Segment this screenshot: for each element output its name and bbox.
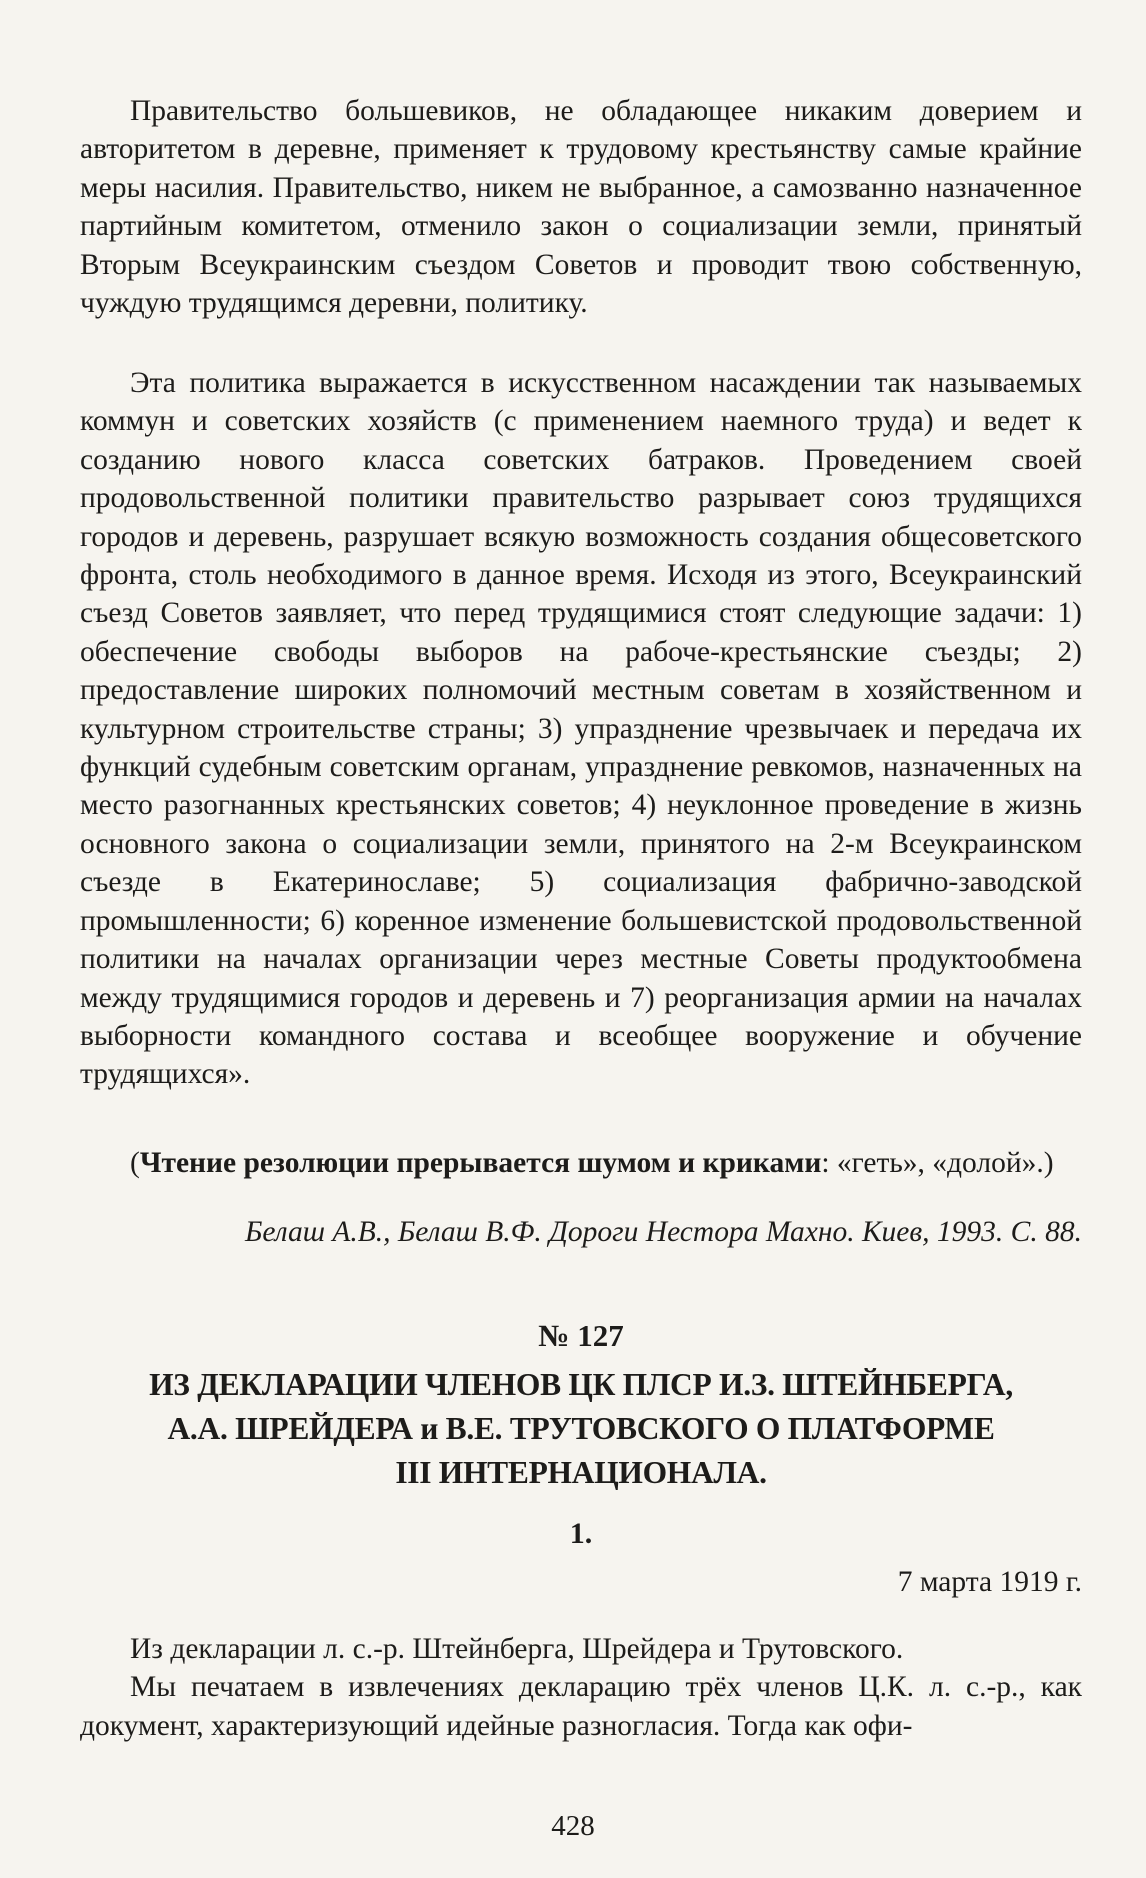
closing-text [80, 1630, 1082, 1745]
document-title [80, 1363, 1082, 1495]
document-date: 7 марта 1919 г. [897, 1566, 1082, 1598]
closing-line-2: Мы печатаем в извлечениях декларацию трёх членов Ц.К. л. с.-р., как документ, характеризующий идейные разногласия. Тогда как офи- [80, 1671, 1082, 1742]
document-number: № 127 [538, 1318, 624, 1353]
document-title-line-2: А.А. ШРЕЙДЕРА и В.Е. ТРУТОВСКОГО О ПЛАТФОРМЕ [167, 1411, 995, 1446]
page-number: 428 [551, 1810, 595, 1842]
interruption-bold-text: Чтение резолюции прерывается шумом и криками [139, 1147, 822, 1179]
section-subnumber: 1. [569, 1517, 593, 1550]
document-title-line-3: III ИНТЕРНАЦИОНАЛА. [395, 1455, 767, 1490]
document-title-line-1: ИЗ ДЕКЛАРАЦИИ ЧЛЕНОВ ЦК ПЛСР И.З. ШТЕЙНБЕРГА, [149, 1367, 1013, 1402]
interruption-rest: : «геть», «долой».) [821, 1147, 1054, 1179]
paragraph-1: Правительство большевиков, не обладающее никаким доверием и авторитетом в деревне, применяет к трудовому крестьянству самые крайние меры насилия. Правительство, никем не выбранное, а самозванно назначенное партийным комитетом, отменило закон о социализации земли, принятый Вторым Всеукраинским съездом Советов и проводит твою собственную, чуждую трудящимся деревни, политику. [80, 95, 1082, 320]
source-citation: Белаш А.В., Белаш В.Ф. Дороги Нестора Махно. Киев, 1993. С. 88. [244, 1216, 1082, 1248]
closing-line-1: Из декларации л. с.-р. Штейнберга, Шрейдера и Трутовского. [130, 1633, 904, 1665]
interruption-note [80, 1144, 1082, 1182]
paragraph-2: Эта политика выражается в искусственном насаждении так называемых коммун и советских хозяйств (с применением наемного труда) и ведет к созданию нового класса советских батраков. Проведением своей продовольственной политики правительство разрывает союз трудящихся городов и деревень, разрушает всякую возможность создания общесоветского фронта, столь необходимого в данное время. Исходя из этого, Всеукраинский съезд Советов заявляет, что перед трудящимися стоят следующие задачи: 1) обеспечение свободы выборов на рабоче-крестьянские съезды; 2) предоставление широких полномочий местным советам в хозяйственном и культурном строительстве страны; 3) упразднение чрезвычаек и передача их функций судебным советским органам, упразднение ревкомов, назначенных на место разогнанных крестьянских советов; 4) неуклонное проведение в жизнь основного закона о социализации земли, принятого на 2-м Всеукраинском съезде в Екатеринославе; 5) социализация фабрично-заводской промышленности; 6) коренное изменение большевистской продовольственной политики на началах организации через местные Советы продуктообмена между трудящимися городов и деревень и 7) реорганизация армии на началах выборности командного состава и всеобщее вооружение и обучение трудящихся». [80, 367, 1082, 1091]
interruption-open: ( [130, 1147, 140, 1179]
